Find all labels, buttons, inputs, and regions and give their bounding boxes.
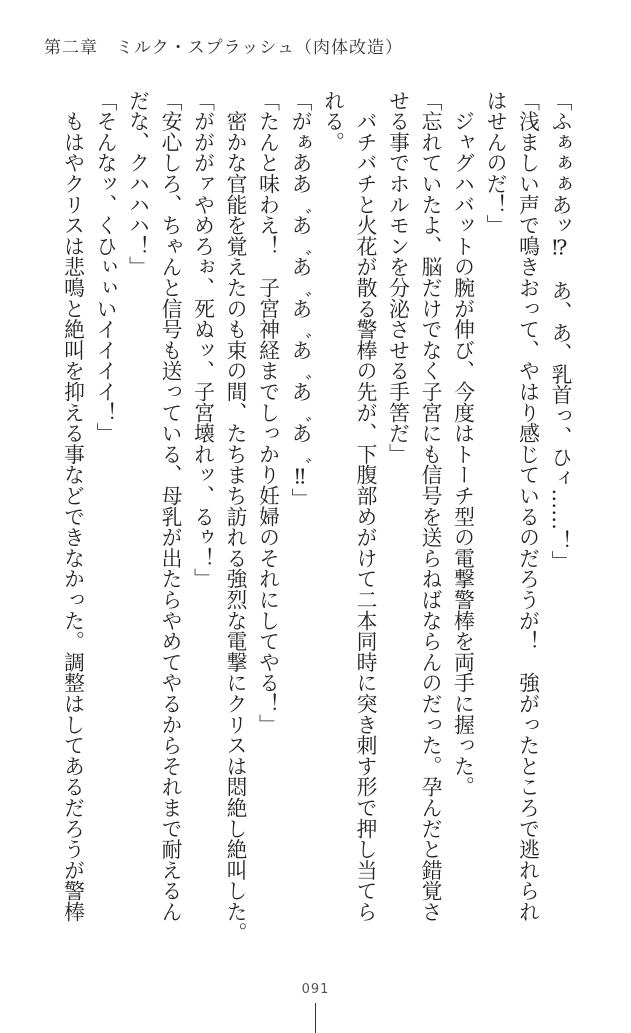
- vertical-body-text: [56, 90, 576, 950]
- page-marker-line: [315, 1003, 316, 1033]
- text-line: 「がぁああ゛あ゛あ゛あ゛あ゛あ゛あ゛‼」: [288, 90, 312, 510]
- text-line: はせんのだ！」: [483, 90, 507, 236]
- text-line: 「がががァやめろぉ、死ぬッ、子宮壊れッ、るゥ！」: [190, 90, 215, 590]
- text-line: ジャグハバットの腕が伸び、今度はトーチ型の電撃警棒を両手に握った。: [450, 90, 475, 798]
- text-line: 「浅ましい声で鳴きおって、やはり感じているのだろうが！ 強がったところで逃れられ: [515, 90, 540, 922]
- text-line: 「安心しろ、ちゃんと信号も送っている、母乳が出たらやめてやるからそれまで耐えるん: [158, 90, 182, 922]
- page-number: 091: [301, 982, 330, 997]
- text-line: 「たんと味わえ！ 子宮神経までしっかり妊婦のそれにしてやる！」: [255, 90, 280, 735]
- text-line: せる事でホルモンを分泌させる手筈だ」: [385, 90, 410, 465]
- text-line: れる。: [320, 90, 345, 153]
- text-line: 密かな官能を覚えたのも束の間、たちまち訪れる強烈な電撃にクリスは悶絶し絶叫した。: [223, 90, 247, 943]
- text-line: 「そんなッ、くひぃぃいイイイイ！」: [93, 90, 117, 444]
- text-line: バチバチと火花が散る警棒の先が、下腹部めがけて二本同時に突き刺す形で押し当てら: [353, 90, 377, 922]
- running-header: 第二章 ミルク・スプラッシュ（肉体改造）: [44, 38, 403, 58]
- text-line: 「忘れていたよ、脳だけでなく子宮にも信号を送らねばならんのだった。孕んだと錯覚さ: [418, 90, 442, 922]
- text-line: もはやクリスは悲鳴と絶叫を抑える事などできなかった。調整はしてあるだろうが警棒: [60, 90, 85, 922]
- text-line: だな、クハハハ！」: [125, 90, 150, 278]
- text-line: 「ふぁぁぁあッ⁉ あ、あ、乳首っ、ひィ……！」: [548, 90, 572, 572]
